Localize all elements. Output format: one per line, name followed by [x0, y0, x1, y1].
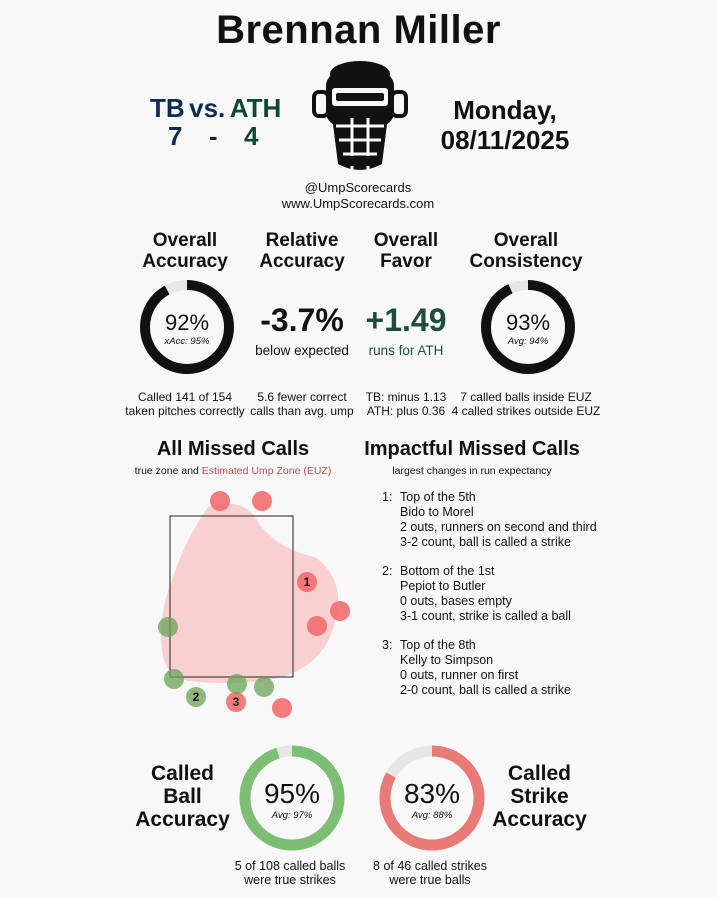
relative-accuracy-note-line1: 5.6 fewer correct — [257, 390, 347, 404]
umpire-name: Brennan Miller — [216, 8, 501, 52]
called-ball-heading-line2: Ball — [163, 785, 202, 808]
overall-favor-note-line2: ATH: plus 0.36 — [366, 404, 446, 418]
called-ball-avg: Avg: 97% — [271, 810, 313, 821]
impactful-missed-calls-title: Impactful Missed Calls — [364, 438, 580, 460]
score-separator: - — [208, 121, 218, 151]
called-ball-note-line1: 5 of 108 called balls — [234, 859, 346, 873]
overall-consistency-heading-line2: Consistency — [469, 251, 583, 272]
missed-call-dot — [330, 601, 350, 621]
overall-consistency-value: 93% — [505, 310, 551, 335]
impactful-item-situation: 0 outs, bases empty — [400, 594, 512, 608]
overall-favor-value: +1.49 — [365, 302, 447, 338]
overall-accuracy-ring — [138, 278, 236, 376]
impactful-item-situation: 2 outs, runners on second and third — [400, 520, 597, 534]
twitter-handle: @UmpScorecards — [304, 180, 412, 195]
impactful-item-call: 3-1 count, strike is called a ball — [400, 609, 571, 623]
called-strike-heading-line2: Strike — [510, 785, 569, 808]
called-ball-value: 95% — [263, 778, 321, 809]
overall-accuracy-note-line2: taken pitches correctly — [125, 404, 245, 418]
impactful-item — [382, 490, 702, 554]
impactful-item-call: 2-0 count, ball is called a strike — [400, 683, 571, 697]
called-ball-ring — [237, 743, 347, 853]
home-team: ATH — [229, 93, 282, 123]
overall-favor-note-line1: TB: minus 1.13 — [365, 390, 447, 404]
overall-accuracy-note-line1: Called 141 of 154 — [137, 390, 233, 404]
legend-euz: Estimated Ump Zone (EUZ) — [201, 465, 332, 477]
called-ball-note — [210, 859, 370, 887]
overall-consistency-heading — [456, 230, 596, 272]
legend-true-zone: true zone and — [134, 465, 199, 477]
missed-calls-legend — [118, 465, 348, 477]
impactful-list — [382, 490, 702, 710]
social-credits — [258, 180, 458, 212]
overall-accuracy-heading-line2: Accuracy — [142, 251, 228, 272]
impactful-item-number: 2: — [382, 564, 393, 578]
missed-call-dot — [227, 674, 247, 694]
called-strike-heading — [482, 762, 597, 831]
marker-1: 1 — [303, 575, 311, 589]
called-ball-heading-line1: Called — [150, 762, 215, 785]
away-team: TB — [150, 93, 185, 123]
impactful-item-inning: Bottom of the 1st — [400, 564, 495, 578]
impactful-item-number: 3: — [382, 638, 393, 652]
called-ball-heading-line3: Accuracy — [135, 808, 230, 831]
marker-2: 2 — [192, 690, 200, 704]
overall-consistency-note-line1: 7 called balls inside EUZ — [460, 390, 592, 404]
overall-accuracy-value: 92% — [164, 310, 210, 335]
called-strike-heading-line3: Accuracy — [492, 808, 587, 831]
called-strike-value: 83% — [403, 778, 461, 809]
overall-favor-heading — [336, 230, 476, 272]
vs-label: vs. — [189, 93, 226, 123]
game-date — [420, 95, 590, 155]
called-strike-ring — [377, 743, 487, 853]
home-score: 4 — [244, 121, 259, 151]
called-strike-note-line1: 8 of 46 called strikes — [373, 859, 487, 873]
overall-consistency-note — [446, 390, 606, 418]
missed-call-dot — [158, 617, 178, 637]
relative-accuracy-heading-line2: Accuracy — [259, 251, 345, 272]
impactful-item — [382, 564, 702, 628]
overall-favor-sub: runs for ATH — [368, 343, 444, 358]
overall-consistency-heading-line1: Overall — [493, 230, 559, 251]
overall-accuracy-xacc: xAcc: 95% — [164, 336, 210, 347]
estimated-ump-zone — [161, 504, 338, 683]
impactful-item-matchup: Kelly to Simpson — [400, 653, 494, 667]
called-ball-heading — [125, 762, 240, 831]
overall-consistency-note-line2: 4 called strikes outside EUZ — [451, 404, 601, 418]
impactful-item-inning: Top of the 5th — [400, 490, 476, 504]
overall-favor-heading-line2: Favor — [380, 251, 432, 272]
missed-call-dot — [210, 491, 230, 511]
relative-accuracy-sub: below expected — [255, 343, 349, 358]
game-day: Monday, — [453, 95, 557, 125]
relative-accuracy-heading-line1: Relative — [265, 230, 339, 251]
impactful-item-inning: Top of the 8th — [400, 638, 476, 652]
strike-zone-plot — [150, 485, 360, 720]
game-date-value: 08/11/2025 — [440, 125, 570, 155]
matchup — [150, 93, 290, 124]
all-missed-calls-title: All Missed Calls — [156, 438, 310, 460]
relative-accuracy-value: -3.7% — [260, 302, 344, 338]
called-ball-note-line2: were true strikes — [244, 873, 336, 887]
impactful-item-situation: 0 outs, runner on first — [400, 668, 519, 682]
score — [168, 121, 288, 152]
missed-call-dot — [164, 669, 184, 689]
impactful-item-call: 3-2 count, ball is called a strike — [400, 535, 571, 549]
called-strike-note — [350, 859, 510, 887]
overall-favor-heading-line1: Overall — [373, 230, 439, 251]
missed-call-dot — [272, 698, 292, 718]
away-score: 7 — [168, 121, 183, 151]
called-strike-note-line2: were true balls — [389, 873, 471, 887]
impactful-subtitle: largest changes in run expectancy — [392, 465, 552, 477]
missed-call-dot — [252, 491, 272, 511]
marker-3: 3 — [232, 695, 240, 709]
impactful-item-matchup: Bido to Morel — [400, 505, 474, 519]
website-link[interactable]: www.UmpScorecards.com — [281, 196, 435, 211]
impactful-item — [382, 638, 702, 702]
umpire-mask-icon — [312, 60, 408, 178]
overall-accuracy-heading-line1: Overall — [152, 230, 218, 251]
impactful-item-number: 1: — [382, 490, 393, 504]
called-strike-avg: Avg: 88% — [411, 810, 453, 821]
called-strike-heading-line1: Called — [507, 762, 572, 785]
missed-call-dot — [307, 616, 327, 636]
missed-call-dot — [254, 677, 274, 697]
overall-consistency-ring — [479, 278, 577, 376]
overall-consistency-avg: Avg: 94% — [507, 336, 549, 347]
relative-accuracy-note-line2: calls than avg. ump — [250, 404, 354, 418]
impactful-item-matchup: Pepiot to Butler — [400, 579, 486, 593]
